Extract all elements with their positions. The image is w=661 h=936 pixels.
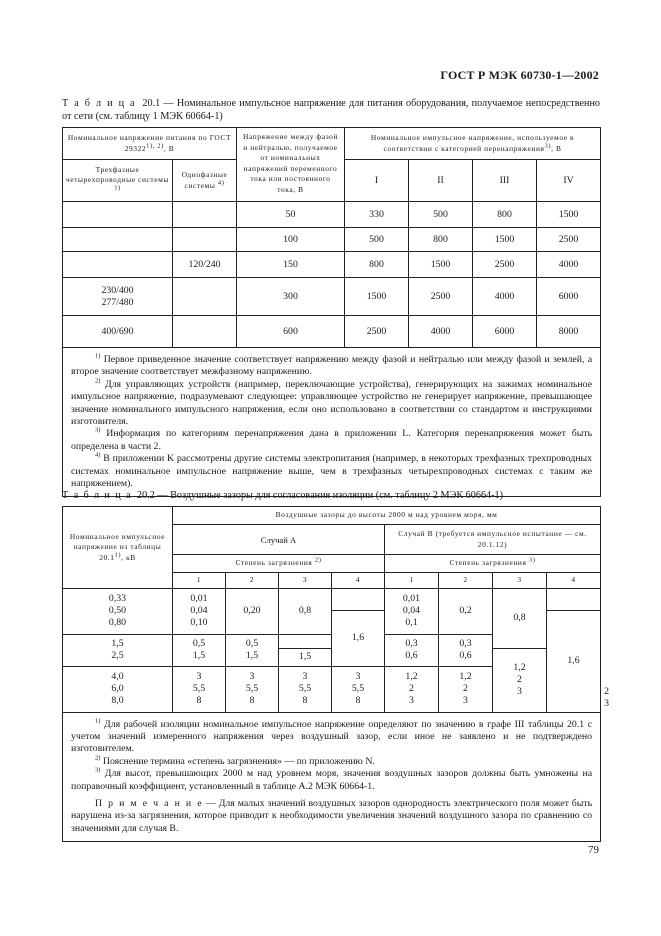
t2-cell: 0,01 0,04 0,10 — [173, 588, 226, 634]
t1-cell — [63, 228, 173, 252]
table2-caption — [62, 489, 600, 502]
t1-header-supply: Номинальное напряжение питания по ГОСТ $29322^{1), 2)}$, В — [63, 128, 237, 160]
t2-cell: 0,01 0,04 0,1 — [385, 588, 439, 634]
t2-header-clearance: Воздушные зазоры до высоты 2000 м над уровнем моря, мм — [173, 507, 601, 525]
t1-header-three-phase: Трехфазные четырехпроводные системы $^{1)}$ — [63, 160, 173, 202]
table-row — [63, 316, 601, 348]
t1-cell — [173, 316, 237, 348]
t1-cell: 300 — [237, 278, 345, 316]
t1-category: II — [409, 160, 473, 202]
t1-cell: 500 — [345, 228, 409, 252]
t2-degree: 4 — [332, 573, 385, 589]
t1-cell: 2500 — [473, 252, 537, 278]
t1-category: III — [473, 160, 537, 202]
t1-cell: 4000 — [409, 316, 473, 348]
t1-cell: 2500 — [409, 278, 473, 316]
t2-cell: 0,2 — [439, 588, 493, 634]
t1-cell: 600 — [237, 316, 345, 348]
t2-cell: 3 5,5 8 — [173, 666, 226, 712]
t2-cell: 1,2 2 3 — [385, 666, 439, 712]
t1-cell: 230/400 277/480 — [63, 278, 173, 316]
t2-cell: 3 5,5 8 — [279, 666, 332, 712]
t1-cell: 100 — [237, 228, 345, 252]
t1-cell: 2500 — [345, 316, 409, 348]
table2 — [62, 506, 609, 842]
table-row — [63, 588, 601, 610]
t1-cell: 150 — [237, 252, 345, 278]
t1-cell: 1500 — [345, 278, 409, 316]
t1-cell: 800 — [345, 252, 409, 278]
footnote: $^{3)}$ Для высот, превышающих 2000 м над уровнем моря, значения воздушных зазоров должны быть умножены на поправочный коэффициент, установленный в таблице A.2 МЭК 60664-1. — [71, 766, 593, 792]
t2-cell: 3 5,5 8 — [332, 666, 385, 712]
t2-cell: 1,6 — [547, 610, 601, 712]
t2-cell: 1,5 — [279, 648, 332, 666]
t2-cell: 0,5 1,5 — [173, 634, 226, 666]
t2-cell: 0,3 0,6 — [439, 634, 493, 666]
t2-cell: 1,2 2 3 — [439, 666, 493, 712]
table1-caption — [62, 97, 600, 123]
t1-cell: 1500 — [537, 202, 601, 228]
t2-cell: 3 5,5 8 — [226, 666, 279, 712]
table1-caption-text: 20.1 — Номинальное импульсное напряжение для питания оборудования, получаемое непосредственно от сети (см. таблицу 1 МЭК 60664-1) — [62, 98, 601, 122]
t1-category: I — [345, 160, 409, 202]
t2-header-case-b: Случай B (требуется импульсное испытание — см. 20.1.12) — [385, 525, 601, 555]
table2-remark: П р и м е ч а н и е — Для малых значений воздушных зазоров однородность электрического поля может быть нарушена из-за загрязнения, которое приводит к необходимости увеличения значений воздушного зазора по сравнению со значениями для случая B. — [71, 797, 593, 834]
t1-cell: 6000 — [473, 316, 537, 348]
t1-header-impulse: Номинальное импульсное напряжение, используемое в соответствии с категорией перенапряжения$^{3)}$, В — [345, 128, 601, 160]
t1-cell: 1500 — [473, 228, 537, 252]
t2-cell: 0,8 — [279, 588, 332, 634]
footnote: $^{1)}$ Первое приведенное значение соответствует напряжению между фазой и нейтралью или между фазой и землей, а второе значение соответствует межфазному напряжению. — [71, 352, 593, 378]
footnote: $^{4)}$ В приложении K рассмотрены другие системы электропитания (например, в некоторых трехфазных трехпроводных системах номинальное импульсное напряжение выше, чем в трехфазных четырехпроводных системах с таким же напряжением). — [71, 451, 593, 490]
t1-category: IV — [537, 160, 601, 202]
t2-header-pollution-b: Степень загрязнения $^{3)}$ — [385, 555, 601, 573]
t1-cell: 800 — [473, 202, 537, 228]
t1-cell — [173, 278, 237, 316]
table2-label: Т а б л и ц а — [62, 490, 132, 501]
t2-header-pollution-a: Степень загрязнения $^{2)}$ — [173, 555, 385, 573]
t2-header-case-a: Случай A — [173, 525, 385, 555]
footnote: $^{2)}$ Для управляющих устройств (например, переключающие устройства), генерирующих на зажимах номинальное импульсное напряжение, подразумевают следующее: управляющее устройство не генерирует напряжение, превышающее значение номинального импульсного напряжения, если оно использовано в соответствии со стандартом и инструкциями изготовителя. — [71, 377, 593, 428]
t2-cell: 1,6 — [332, 610, 385, 666]
t1-cell: 330 — [345, 202, 409, 228]
t1-cell — [173, 228, 237, 252]
footnote: $^{2)}$ Пояснение термина «степень загрязнения» — по приложению N. — [95, 754, 375, 767]
t2-cell — [332, 588, 385, 610]
footnote: $^{1)}$ Для рабочей изоляции номинальное импульсное напряжение определяют по значению в графе III таблицы 20.1 с учетом значений измеренного напряжения через воздушный зазор, если иное не заявлено и не подтверждено изготовителем. — [71, 717, 593, 755]
t2-degree: 1 — [385, 573, 439, 589]
t1-notes — [63, 348, 601, 497]
t1-cell — [63, 252, 173, 278]
t2-cell: 0,20 — [226, 588, 279, 634]
t1-cell — [63, 202, 173, 228]
page-number: 79 — [588, 844, 599, 856]
t2-cell — [279, 634, 332, 648]
table-row — [63, 228, 601, 252]
t2-cell: 1,2 2 3 — [493, 648, 547, 712]
t2-degree: 1 — [173, 573, 226, 589]
t2-cell — [547, 588, 601, 610]
table-row: 4,0 6,0 8,0 3 5,5 8 3 5,5 8 3 5,5 8 3 5,5 8 1,2 2 3 1,2 2 3 2 3 — [63, 666, 601, 712]
t2-degree: 2 — [439, 573, 493, 589]
t2-degree: 3 — [493, 573, 547, 589]
table-row — [63, 252, 601, 278]
t1-cell: 500 — [409, 202, 473, 228]
t2-degree: 3 — [279, 573, 332, 589]
t2-cell: 0,8 — [493, 588, 547, 648]
t1-cell: 4000 — [473, 278, 537, 316]
t2-degree: 4 — [547, 573, 601, 589]
t2-degree: 2 — [226, 573, 279, 589]
t1-cell: 50 — [237, 202, 345, 228]
t1-cell: 400/690 — [63, 316, 173, 348]
t2-cell: 1,5 2,5 — [63, 634, 173, 666]
t2-header-rated: Номинальное импульсное напряжение из таблицы 20.1$^{1)}$, кВ — [63, 507, 173, 589]
t1-cell: 8000 — [537, 316, 601, 348]
t1-cell: 120/240 — [173, 252, 237, 278]
t1-cell: 4000 — [537, 252, 601, 278]
t2-cell: 4,0 6,0 8,0 — [63, 666, 173, 712]
footnote: $^{3)}$ Информация по категориям перенапряжения дана в приложении L. Категория перенапряжения может быть определена в части 2. — [71, 427, 593, 452]
t2-cell: 0,33 0,50 0,80 — [63, 588, 173, 634]
t1-header-single-phase: Однофазные системы $^{4)}$ — [173, 160, 237, 202]
t2-cell: 0,3 0,6 — [385, 634, 439, 666]
t1-header-voltage: Напряжение между фазой и нейтралью, получаемое от номинальных напряжений переменного тока или постоянного тока, В — [237, 128, 345, 202]
t2-notes — [63, 712, 601, 842]
t1-cell: 6000 — [537, 278, 601, 316]
t2-cell: 0,5 1,5 — [226, 634, 279, 666]
table1 — [62, 127, 601, 497]
t1-cell: 2500 — [537, 228, 601, 252]
table2-caption-text: 20.2 — Воздушные зазоры для согласования изоляции (см. таблицу 2 МЭК 60664-1) — [137, 490, 504, 501]
table-row — [63, 202, 601, 228]
t1-cell: 800 — [409, 228, 473, 252]
table-row — [63, 278, 601, 316]
t1-cell — [173, 202, 237, 228]
t1-cell: 1500 — [409, 252, 473, 278]
table1-label: Т а б л и ц а — [62, 98, 136, 109]
page-header: ГОСТ Р МЭК 60730-1—2002 — [440, 68, 599, 82]
